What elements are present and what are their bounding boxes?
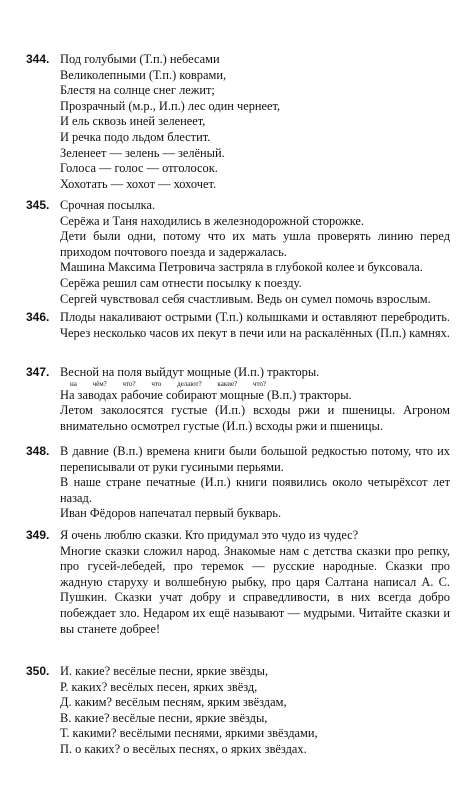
text-line: Прозрачный (м.р., И.п.) лес один чернеет, <box>60 98 281 113</box>
text-line: Т. какими? весёлыми песнями, яркими звёздами, <box>60 726 318 741</box>
exercise-350 <box>26 664 450 758</box>
exercise-number: 345. <box>26 198 50 212</box>
text-line: В наше стране печатные (И.п.) книги появились около четырёхсот лет назад. <box>60 475 450 505</box>
exercise-number: 344. <box>26 52 50 66</box>
text-line: Великолепными (Т.п.) коврами, <box>60 67 227 82</box>
text-line: И ель сквозь иней зеленеет, <box>60 114 206 129</box>
text-line: П. о каких? о весёлых песнях, о ярких звёздах. <box>60 741 307 756</box>
text-line: Машина Максима Петровича застряла в глубокой колее и буксовала. <box>60 260 423 275</box>
exercise-number: 348. <box>26 444 50 458</box>
exercise-number: 346. <box>26 310 50 324</box>
text-line: Многие сказки сложил народ. Знакомые нам с детства сказки про репку, про гусей-лебедей, про теремок — русские народные. Сказки про жадную старуху и волшебную рыбку, про царя Салтана написал А. С. Пушкин. Сказки учат добру и справедливости, в них всегда добро побеждает зло. Недаром их ещё называют — мудрыми. Читайте сказки и вы станете добрее! <box>60 543 450 636</box>
text-line: Плоды накаливают острыми (Т.п.) колышками и оставляют перебродить. Через несколько часов их пекут в печи или на раскалённых (П.п.) камнях. <box>60 310 450 340</box>
exercise-346 <box>26 310 450 341</box>
exercise-347 <box>26 365 450 434</box>
text-line: Серёжа и Таня находились в железнодорожной сторожке. <box>60 213 365 228</box>
text-line: И речка подо льдом блестит. <box>60 129 211 144</box>
exercise-number: 350. <box>26 664 50 678</box>
text-line: Я очень люблю сказки. Кто придумал это чудо из чудес? <box>60 528 359 542</box>
exercise-348 <box>26 444 450 522</box>
text-line: Хохотать — хохот — хохочет. <box>60 176 217 191</box>
question-annotations: на чём? что? что делают? какие? что? <box>70 379 267 388</box>
text-line: Д. каким? весёлым песням, ярким звёздам, <box>60 695 287 710</box>
text-line: В давние (В.п.) времена книги были большой редкостью потому, что их переписывали от руки гусиными перьями. <box>60 444 450 474</box>
text-line: Весной на поля выйдут мощные (И.п.) тракторы. <box>60 365 320 379</box>
text-line: Под голубыми (Т.п.) небесами <box>60 52 220 66</box>
exercise-345 <box>26 198 450 307</box>
text-line: В. какие? весёлые песни, яркие звёзды, <box>60 710 268 725</box>
exercise-349 <box>26 528 450 637</box>
exercise-344 <box>26 52 450 192</box>
text-line: Срочная посылка. <box>60 198 156 212</box>
text-line: Иван Фёдоров напечатал первый букварь. <box>60 506 282 521</box>
exercise-number: 347. <box>26 365 50 379</box>
text-line: Голоса — голос — отголосок. <box>60 161 218 176</box>
exercise-number: 349. <box>26 528 50 542</box>
text-line: На заводах рабочие собирают мощные (В.п.) тракторы. <box>60 387 352 402</box>
text-line: Зеленеет — зелень — зелёный. <box>60 145 225 160</box>
text-line: Сергей чувствовал себя счастливым. Ведь он сумел помочь взрослым. <box>60 291 431 306</box>
text-line: Р. каких? весёлых песен, ярких звёзд, <box>60 679 258 694</box>
text-line: Серёжа решил сам отнести посылку к поезду. <box>60 275 302 290</box>
text-line: Дети были одни, потому что их мать ушла проверять линию перед приходом почтового поезда и задержалась. <box>60 229 450 259</box>
text-line: Летом заколосятся густые (И.п.) всходы ржи и пшеницы. Агроном внимательно осмотрел густые (И.п.) всходы ржи и пшеницы. <box>60 403 450 433</box>
text-line: Блестя на солнце снег лежит; <box>60 83 215 98</box>
text-line: И. какие? весёлые песни, яркие звёзды, <box>60 664 269 678</box>
